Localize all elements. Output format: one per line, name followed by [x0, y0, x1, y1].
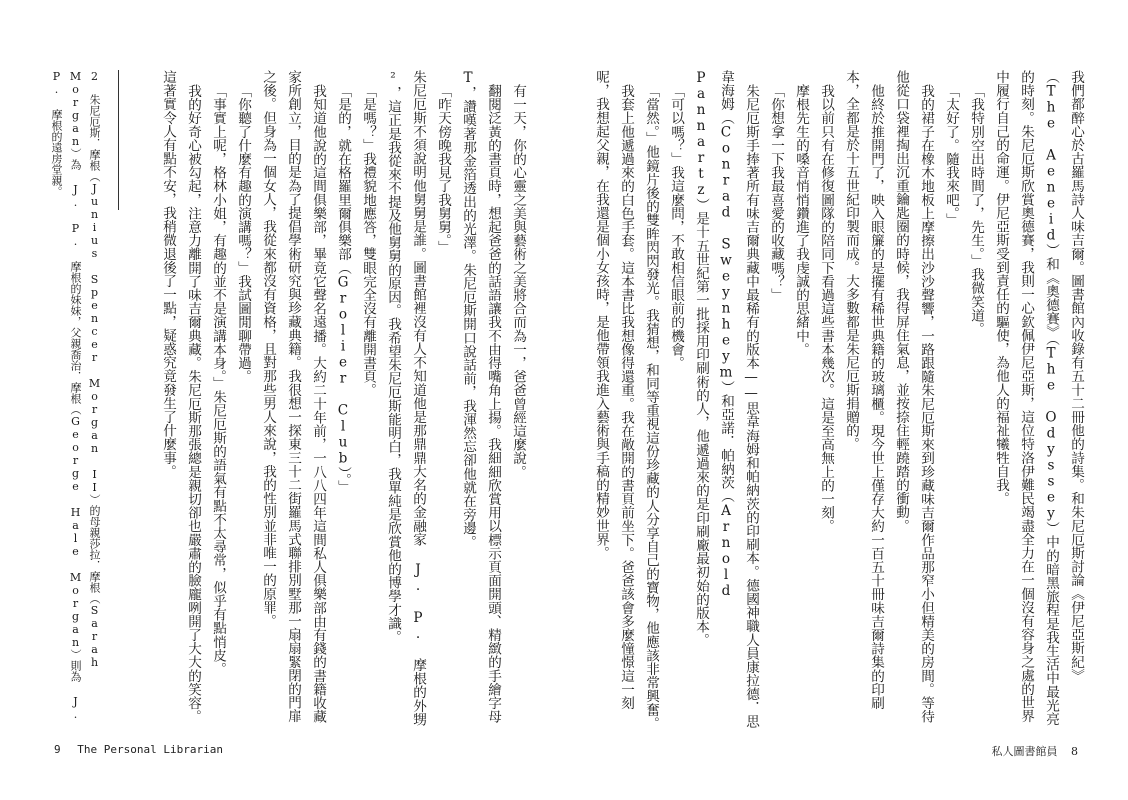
right-page-body	[593, 70, 1088, 734]
paragraph: 朱尼厄斯不須說明他舅舅是誰。圖書館裡沒有人不知道他是那鼎鼎大名的金融家 J. P. 摩根的外甥²，這正是我從來不提及他舅舅的原因。我希望朱尼厄斯能明白，我單純是欣賞他的博學才識。	[385, 70, 426, 726]
left-page-body	[114, 70, 530, 734]
paragraph: 「是嗎？」我禮貌地應答，雙眼完全沒有離開書頁。	[360, 83, 376, 397]
paragraph: 「太好了。隨我來吧。」	[943, 83, 959, 227]
paragraph: 翻閱泛黃的書頁時，想起爸爸的話語讓我不由得嘴角上揚。我細細欣賞用以標示頁面開頭、精緻的手繪字母 T，讚嘆著那金箔透出的光澤。朱尼厄斯開口說話前，我渾然忘卻他就在旁邊。	[460, 70, 501, 723]
paragraph: 有一天，你的心靈之美與藝術之美將合而為一，爸爸曾經這麼說。	[510, 83, 526, 478]
footnote-text: 2 朱尼厄斯．摩根（Junius Spencer Morgan II）的母親莎拉．摩根（Sarah Morgan）為 J. P. 摩根的妹妹，父親喬治．摩根（George Hale Morgan）則為 J. P. 摩根的遠房堂親。	[50, 70, 101, 721]
right-page-footer	[992, 743, 1089, 759]
paragraph: 「我特別空出時間了，先生。」我微笑道。	[968, 83, 984, 336]
paragraph: 我套上他遞過來的白色手套。這本書比我想像得還重。我在敞開的書頁前坐下。爸爸該會多麼憧憬這一刻呢，我想起父親，在我還是個小女孩時，是他帶領我進入藝術與手稿的精妙世界。	[593, 70, 634, 710]
paragraph: 他終於推開門了，映入眼簾的是擺有稀世典籍的玻璃櫃。現今世上僅存大約一百五十冊味吉爾詩集的印刷本，全都是於十五世紀印製而成。大多數都是朱尼厄斯捐贈的。	[843, 70, 884, 710]
footnote	[44, 70, 104, 734]
paragraph: 「昨天傍晚我見了我舅舅。」	[435, 83, 451, 254]
paragraph: 「事實上呢，格林小姐，有趣的並不是演講本身。」朱尼厄斯的語氣有點不太尋常，似乎有點悄皮。	[210, 83, 226, 676]
running-title-right: 私人圖書館員	[991, 745, 1058, 758]
page-number-right: 8	[1071, 745, 1078, 758]
paragraph: 「是的，就在格羅里爾俱樂部（Grolier Club）。」	[335, 83, 351, 494]
right-page	[564, 0, 1128, 800]
paragraph: 「你聽了什麼有趣的演講嗎？」我試圖閒聊帶過。	[235, 83, 251, 383]
left-page-footer	[44, 743, 223, 756]
paragraph: 我們都醉心於古羅馬詩人味吉爾。圖書館內收錄有五十二冊他的詩集。和朱尼厄斯討論《伊尼亞斯紀》（The Aeneid）和《奧德賽》（The Odyssey）中的暗黑旅程是我生活中最光亮的時刻。朱尼厄斯欣賞奧德賽，我則一心欽佩伊尼亞斯，這位特洛伊難民竭盡全力在一個沒有容身之處的世界中履行自己的命運。伊尼亞斯受到責任的驅使，為他人的福祉犧牲自我。	[993, 70, 1084, 726]
running-title-left: The Personal Librarian	[77, 743, 223, 756]
page-number-left: 9	[54, 743, 61, 756]
paragraph: 我的裙子在橡木地板上摩擦出沙沙聲響，一路跟隨朱尼厄斯來到珍藏味吉爾作品那窄小但精美的房間。等待他從口袋裡掏出沉重鑰匙圈的時候，我得屏住氣息，並按捺住輕蹺踏的衝動。	[893, 70, 934, 723]
paragraph: 摩根先生的嗓音悄悄鑽進了我虔誠的思緒中。	[793, 83, 809, 356]
paragraph: 朱尼厄斯手捧著所有味吉爾典藏中最稀有的版本——思韋海姆和帕納茨的印刷本。德國神職人員康拉德．思韋海姆（Conrad Sweynheym）和亞諾．帕納茨（Arnold Pannartz）是十五世紀第一批採用印刷術的人，他遞過來的是印刷廠最初始的版本。	[693, 70, 759, 728]
paragraph: 我以前只有在修復圖隊的陪同下看過這些書本幾次。這是至高無上的一刻。	[818, 83, 834, 533]
paragraph: 我知道他說的這間俱樂部，畢竟它聲名遠播。大約二十年前，一八八四年這間私人俱樂部由有錢的書籍收藏家所創立，目的是為了提倡學術研究與珍藏典籍。我很想一探東三十二街羅馬式聯排別墅那一扇扇緊閉的門扉之後。但身為一個女人，我從來都沒有資格，且對那些男人來說，我的性別並非唯一的原罪。	[260, 70, 326, 723]
paragraph: 我的好奇心被勾起，注意力離開了味吉爾典藏。朱尼厄斯那張總是親切卻也嚴肅的臉龐咧開了大大的笑容。這著實令人有點不安，我稍微退後了一點，疑惑究竟發生了什麼事。	[160, 70, 201, 723]
paragraph: 「你想拿一下我最喜愛的收藏嗎？」	[768, 83, 784, 302]
footnote-divider	[118, 70, 119, 210]
paragraph: 「可以嗎？」我這麼問，不敢相信眼前的機會。	[668, 83, 684, 370]
paragraph: 「當然。」他鏡片後的雙眸閃閃發光。我猜想，和同等重視這份珍藏的人分享自己的寶物，他應該非常興奮。	[643, 83, 659, 730]
